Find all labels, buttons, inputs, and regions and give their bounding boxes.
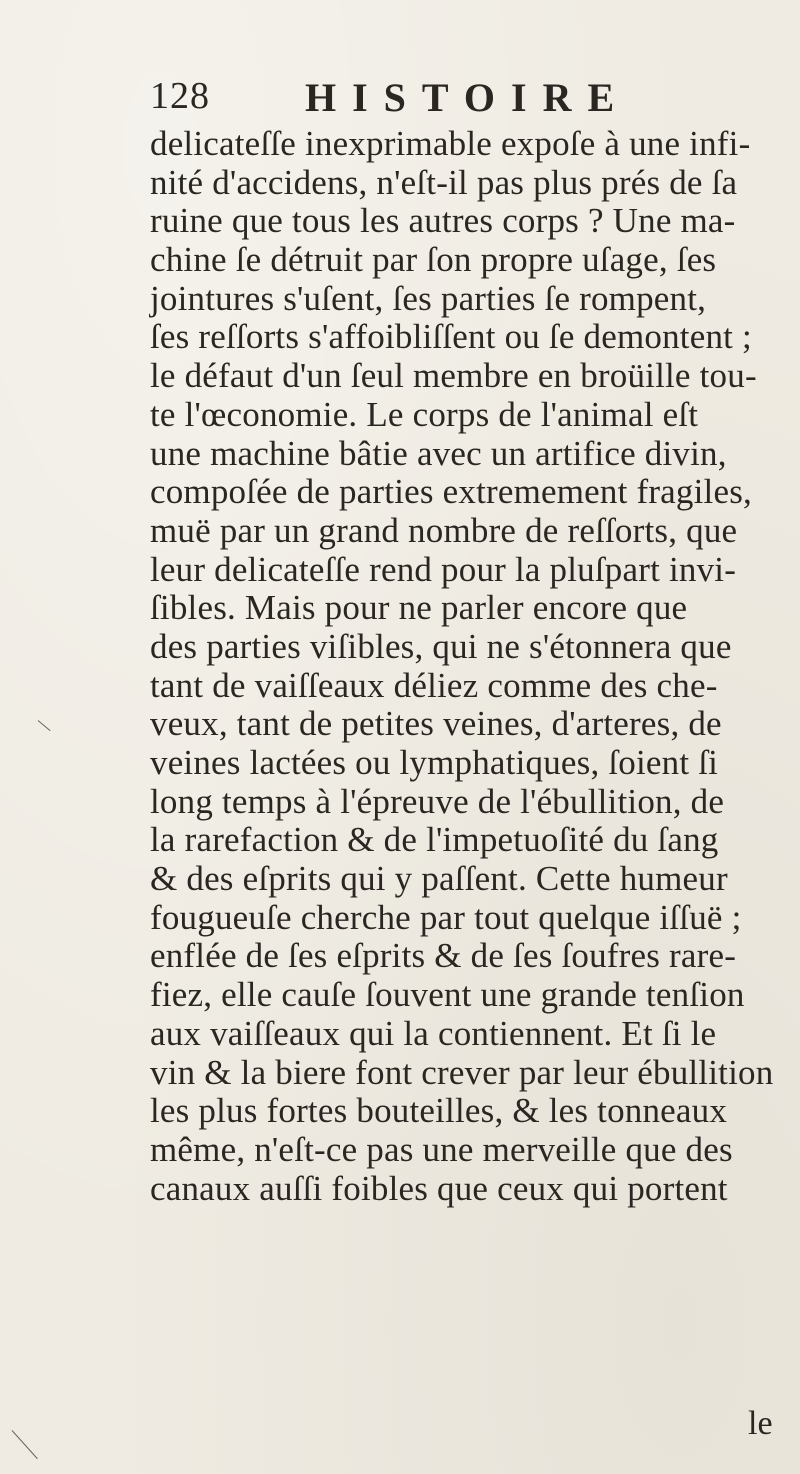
text-line: des parties viſibles, qui ne s'étonnera que — [150, 626, 732, 666]
paper-mark — [38, 720, 51, 731]
text-line: & des eſprits qui y paſſent. Cette humeur — [150, 859, 728, 899]
text-line: tant de vaiſſeaux déliez comme des che- — [150, 665, 718, 705]
text-line: ruine que tous les autres corps ? Une ma- — [150, 201, 736, 241]
text-line: une machine bâtie avec un artifice divin, — [150, 433, 727, 473]
page-number: 128 — [150, 75, 210, 117]
text-line: les plus fortes bouteilles, & les tonneaux — [150, 1091, 728, 1131]
body-text — [150, 125, 780, 1208]
text-line: ſibles. Mais pour ne parler encore que — [150, 588, 688, 628]
text-line: leur delicateſſe rend pour la pluſpart invi- — [150, 549, 737, 589]
text-line: fougueuſe cherche par tout quelque iſſuë ; — [150, 897, 742, 937]
catchword: le — [748, 1405, 773, 1442]
running-head: HISTOIRE — [305, 75, 631, 120]
page-header — [150, 74, 710, 124]
text-line: muë par un grand nombre de reſſorts, que — [150, 510, 738, 550]
text-line: compoſée de parties extremement fragiles, — [150, 472, 752, 512]
text-line: jointures s'uſent, ſes parties ſe rompent, — [150, 278, 707, 318]
text-line: vin & la biere font crever par leur ébullition — [150, 1052, 774, 1092]
text-line: ſes reſſorts s'affoibliſſent ou ſe demontent ; — [150, 317, 752, 357]
text-line: veux, tant de petites veines, d'arteres, de — [150, 704, 722, 744]
text-line: chine ſe détruit par ſon propre uſage, ſes — [150, 240, 717, 280]
text-line: te l'œconomie. Le corps de l'animal eſt — [150, 394, 699, 434]
text-line: veines lactées ou lymphatiques, ſoient ſi — [150, 743, 719, 782]
text-line: même, n'eſt-ce pas une merveille que des — [150, 1129, 733, 1169]
text-line: fiez, elle cauſe ſouvent une grande tenſion — [150, 975, 745, 1015]
text-line: enflée de ſes eſprits & de ſes ſoufres rare- — [150, 936, 737, 976]
paper-mark — [12, 1430, 38, 1459]
text-line: le défaut d'un ſeul membre en broüille tou- — [150, 356, 757, 396]
text-line: long temps à l'épreuve de l'ébullition, de — [150, 781, 725, 821]
text-line: nité d'accidens, n'eſt-il pas plus prés de ſa — [150, 162, 738, 202]
text-line: aux vaiſſeaux qui la contiennent. Et ſi le — [150, 1013, 717, 1053]
text-line: la rarefaction & de l'impetuoſité du ſang — [150, 820, 719, 860]
text-line: delicateſſe inexprimable expoſe à une infi- — [150, 124, 751, 163]
text-line: canaux auſſi foibles que ceux qui portent — [150, 1168, 728, 1208]
